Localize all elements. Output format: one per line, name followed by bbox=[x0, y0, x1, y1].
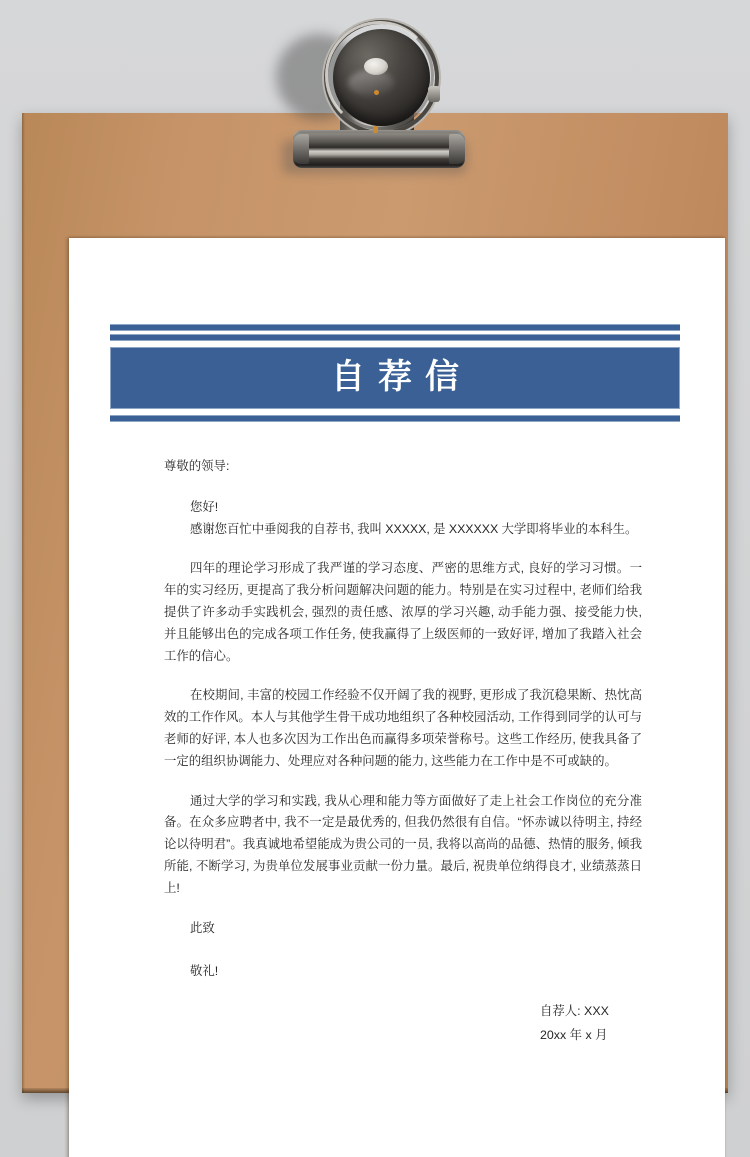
clip-jaw-accent-dot bbox=[373, 126, 378, 133]
clip-jaw-bar bbox=[293, 130, 465, 168]
closing-block bbox=[164, 918, 642, 984]
clipboard-board bbox=[22, 113, 728, 1093]
greeting-line-2: 感谢您百忙中垂阅我的自荐书, 我叫 XXXXX, 是 XXXXXX 大学即将毕业的本科生。 bbox=[190, 521, 638, 536]
body-paragraph-2: 在校期间, 丰富的校园工作经验不仅开阔了我的视野, 更形成了我沉稳果断、热忱高效的工作作风。本人与其他学生骨干成功地组织了各种校园活动, 工作得到同学的认可与老师的好评, 本人也多次因为工作出色而赢得多项荣誉称号。这些工作经历, 使我具备了一定的组织协调能力、处理应对各种问题的能力, 这些能力在工作中是不可或缺的。 bbox=[164, 688, 642, 768]
clip-head-center-hole bbox=[364, 58, 388, 75]
clip-head-accent-dot bbox=[374, 90, 379, 95]
signer-name: 自荐人: XXX bbox=[540, 1004, 609, 1019]
letter-page bbox=[69, 238, 725, 1157]
banner-rule-bottom-1 bbox=[110, 415, 680, 422]
closing-line-2: 敬礼! bbox=[190, 964, 219, 979]
body-paragraph-1: 四年的理论学习形成了我严谨的学习态度、严密的思维方式, 良好的学习习惯。一年的实习经历, 更提高了我分析问题解决问题的能力。特别是在实习过程中, 老师们给我提供了许多动手实践机会, 强烈的责任感、浓厚的学习兴趣, 动手能力强、接受能力快, 并且能够出色的完成各项工作任务, 使我赢得了上级医师的一致好评, 增加了我踏入社会工作的信心。 bbox=[164, 561, 642, 663]
binder-clip-icon bbox=[268, 14, 483, 174]
banner-rule-top-2 bbox=[110, 334, 680, 341]
salutation: 尊敬的领导: bbox=[164, 459, 230, 473]
banner-rule-top-1 bbox=[110, 324, 680, 331]
greeting-block bbox=[164, 497, 642, 541]
clipboard-left-edge bbox=[22, 113, 25, 1093]
clip-jaw-cap-right bbox=[449, 134, 465, 164]
page-title: 自荐信 bbox=[331, 357, 472, 397]
clip-jaw-cap-left bbox=[293, 134, 309, 164]
title-banner bbox=[110, 324, 680, 422]
signature-date: 20xx 年 x 月 bbox=[540, 1028, 608, 1043]
closing-line-1: 此致 bbox=[190, 920, 215, 935]
letter-body bbox=[164, 456, 642, 1047]
clip-side-lever bbox=[428, 86, 440, 102]
greeting-line-1: 您好! bbox=[190, 499, 219, 514]
title-band bbox=[110, 347, 680, 409]
body-paragraph-3: 通过大学的学习和实践, 我从心理和能力等方面做好了走上社会工作岗位的充分准备。在众多应聘者中, 我不一定是最优秀的, 但我仍然很有自信。“怀赤诚以待明主, 持经论以待明君”。我真诚地希望能成为贵公司的一员, 我将以高尚的品德、热情的服务, 倾我所能, 不断学习, 为贵单位发展事业贡献一份力量。最后, 祝贵单位纳得良才, 业绩蒸蒸日上! bbox=[164, 793, 642, 895]
signature-block bbox=[164, 999, 642, 1047]
